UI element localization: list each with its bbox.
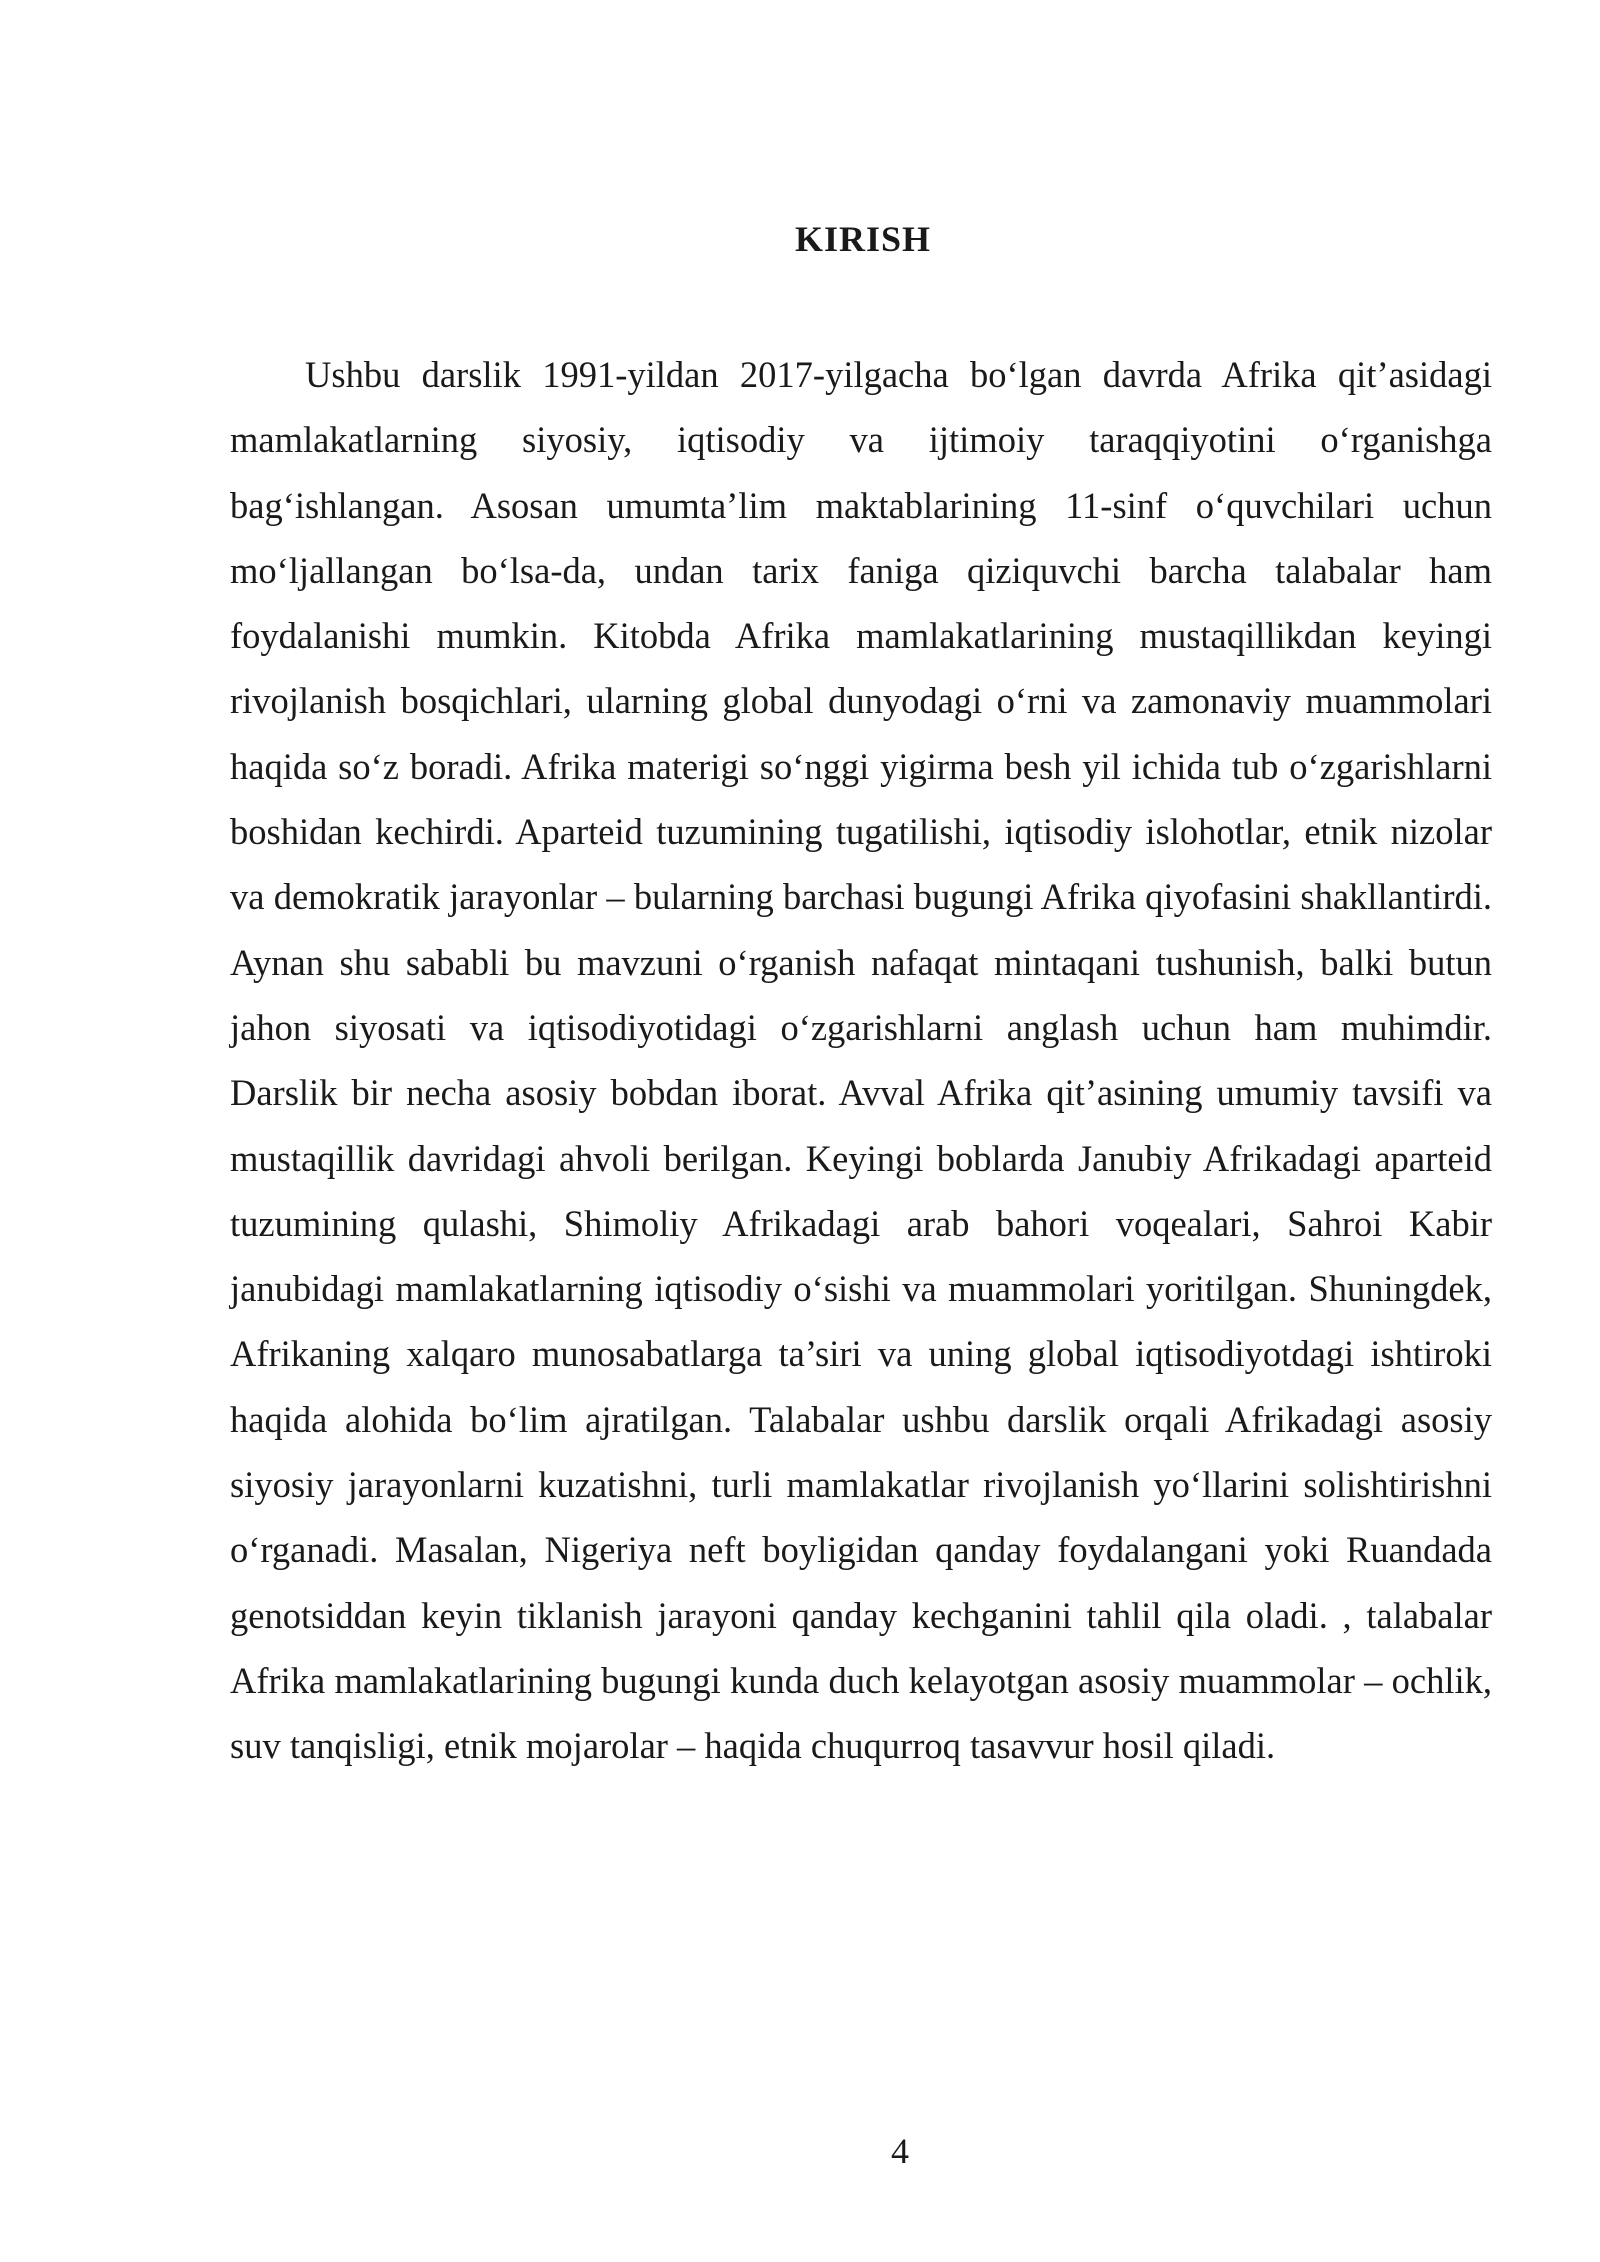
page-title: KIRISH	[794, 219, 932, 259]
body-paragraph: Ushbu darslik 1991-yildan 2017-yilgacha bo‘lgan davrda Afrika qit’asidagi mamlakatlarning siyosiy, iqtisodiy va ijtimoiy taraqqiyotini o‘rganishga bag‘ishlangan. Asosan umumta’lim maktablarining 11-sinf o‘quvchilari uchun mo‘ljallangan bo‘lsa-da, undan tarix faniga qiziquvchi barcha talabalar ham foydalanishi mumkin. Kitobda Afrika mamlakatlarining mustaqillikdan keyingi rivojlanish bosqichlari, ularning global dunyodagi o‘rni va zamonaviy muammolari haqida so‘z boradi. Afrika materigi so‘nggi yigirma besh yil ichida tub o‘zgarishlarni boshidan kechirdi. Aparteid tuzumining tugatilishi, iqtisodiy islohotlar, etnik nizolar va demokratik jarayonlar – bularning barchasi bugungi Afrika qiyofasini shakllantirdi. Aynan shu sababli bu mavzuni o‘rganish nafaqat mintaqani tushunish, balki butun jahon siyosati va iqtisodiyotidagi o‘zgarishlarni anglash uchun ham muhimdir. Darslik bir necha asosiy bobdan iborat. Avval Afrika qit’asining umumiy tavsifi va mustaqillik davridagi ahvoli berilgan. Keyingi boblarda Janubiy Afrikadagi aparteid tuzumining qulashi, Shimoliy Afrikadagi arab bahori voqealari, Sahroi Kabir janubidagi mamlakatlarning iqtisodiy o‘sishi va muammolari yoritilgan. Shuningdek, Afrikaning xalqaro munosabatlarga ta’siri va uning global iqtisodiyotdagi ishtiroki haqida alohida bo‘lim ajratilgan. Talabalar ushbu darslik orqali Afrikadagi asosiy siyosiy jarayonlarni kuzatishni, turli mamlakatlar rivojlanish yo‘llarini solishtirishni o‘rganadi. Masalan, Nigeriya neft boyligidan qanday foydalangani yoki Ruandada genotsiddan keyin tiklanish jarayoni qanday kechganini tahlil qila oladi. , talabalar Afrika mamlakatlarining bugungi kunda duch kelayotgan asosiy muammolar – ochlik, suv tanqisligi, etnik mojarolar – haqida chuqurroq tasavvur hosil qiladi.	[230, 354, 1492, 1767]
page-number: 4	[891, 2131, 909, 2171]
